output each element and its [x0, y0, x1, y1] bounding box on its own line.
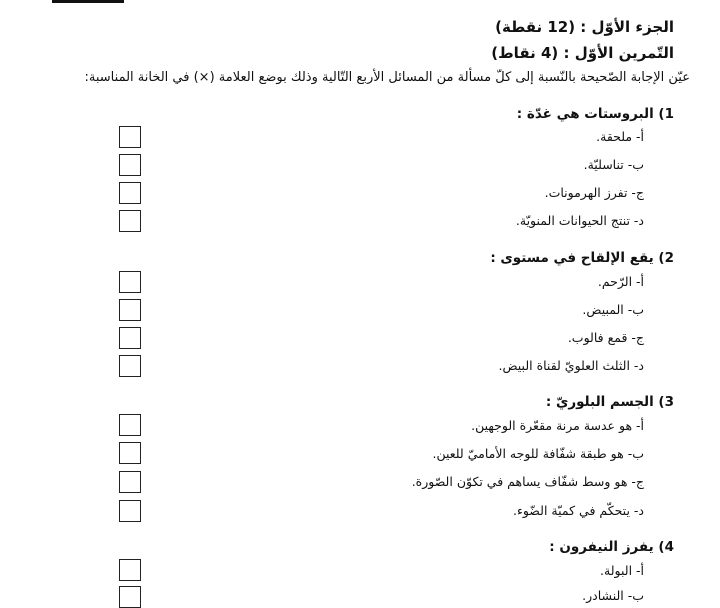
part-title: الجزء الأوّل : (12 نقطة): [495, 18, 674, 36]
question-title: 4) يفرز النيفرون :: [549, 539, 674, 555]
answer-checkbox[interactable]: [119, 559, 141, 581]
question-option: ب- هو طبقة شفّافة للوجه الأماميّ للعين.: [432, 446, 644, 461]
answer-checkbox[interactable]: [119, 355, 141, 377]
question-option: أ- هو عدسة مرنة مقعّرة الوجهين.: [471, 418, 644, 433]
question-option: أ- البولة.: [600, 563, 644, 578]
question-title: 2) يقع الإلقاح في مستوى :: [490, 250, 674, 266]
answer-checkbox[interactable]: [119, 586, 141, 608]
question-option: أ- ملحقة.: [596, 129, 644, 144]
question-option: أ- الرّحم.: [597, 274, 644, 289]
answer-checkbox[interactable]: [119, 182, 141, 204]
answer-checkbox[interactable]: [119, 154, 141, 176]
answer-checkbox[interactable]: [119, 271, 141, 293]
answer-checkbox[interactable]: [119, 210, 141, 232]
answer-checkbox[interactable]: [119, 471, 141, 493]
answer-checkbox[interactable]: [119, 299, 141, 321]
question-title: 1) البروستات هي غدّة :: [516, 106, 674, 122]
question-option: د- يتحكّم في كميّة الضّوء.: [513, 503, 644, 518]
question-option: ب- النشادر.: [582, 588, 644, 603]
answer-checkbox[interactable]: [119, 414, 141, 436]
question-title: 3) الجسم البلوريّ :: [545, 394, 674, 410]
exercise-title: التّمرين الأوّل : (4 نقاط): [491, 44, 674, 62]
answer-checkbox[interactable]: [119, 500, 141, 522]
question-option: ج- قمع فالوب.: [567, 330, 644, 345]
question-option: ب- تناسليّة.: [583, 157, 644, 172]
question-option: ب- المبيض.: [582, 302, 644, 317]
top-rule: [52, 0, 124, 3]
answer-checkbox[interactable]: [119, 126, 141, 148]
instruction-text: عيّن الإجابة الصّحيحة بالنّسبة إلى كلّ مسألة من المسائل الأربع التّالية وذلك بوضع العلامة (×) في الخانة المناسبة:: [84, 70, 690, 85]
question-option: ج- هو وسط شفّاف يساهم في تكوّن الصّورة.: [411, 474, 644, 489]
question-option: د- الثلث العلويّ لقناة البيض.: [498, 358, 644, 373]
answer-checkbox[interactable]: [119, 327, 141, 349]
question-option: د- تنتج الحيوانات المنويّة.: [515, 213, 644, 228]
answer-checkbox[interactable]: [119, 442, 141, 464]
question-option: ج- تفرز الهرمونات.: [544, 185, 644, 200]
